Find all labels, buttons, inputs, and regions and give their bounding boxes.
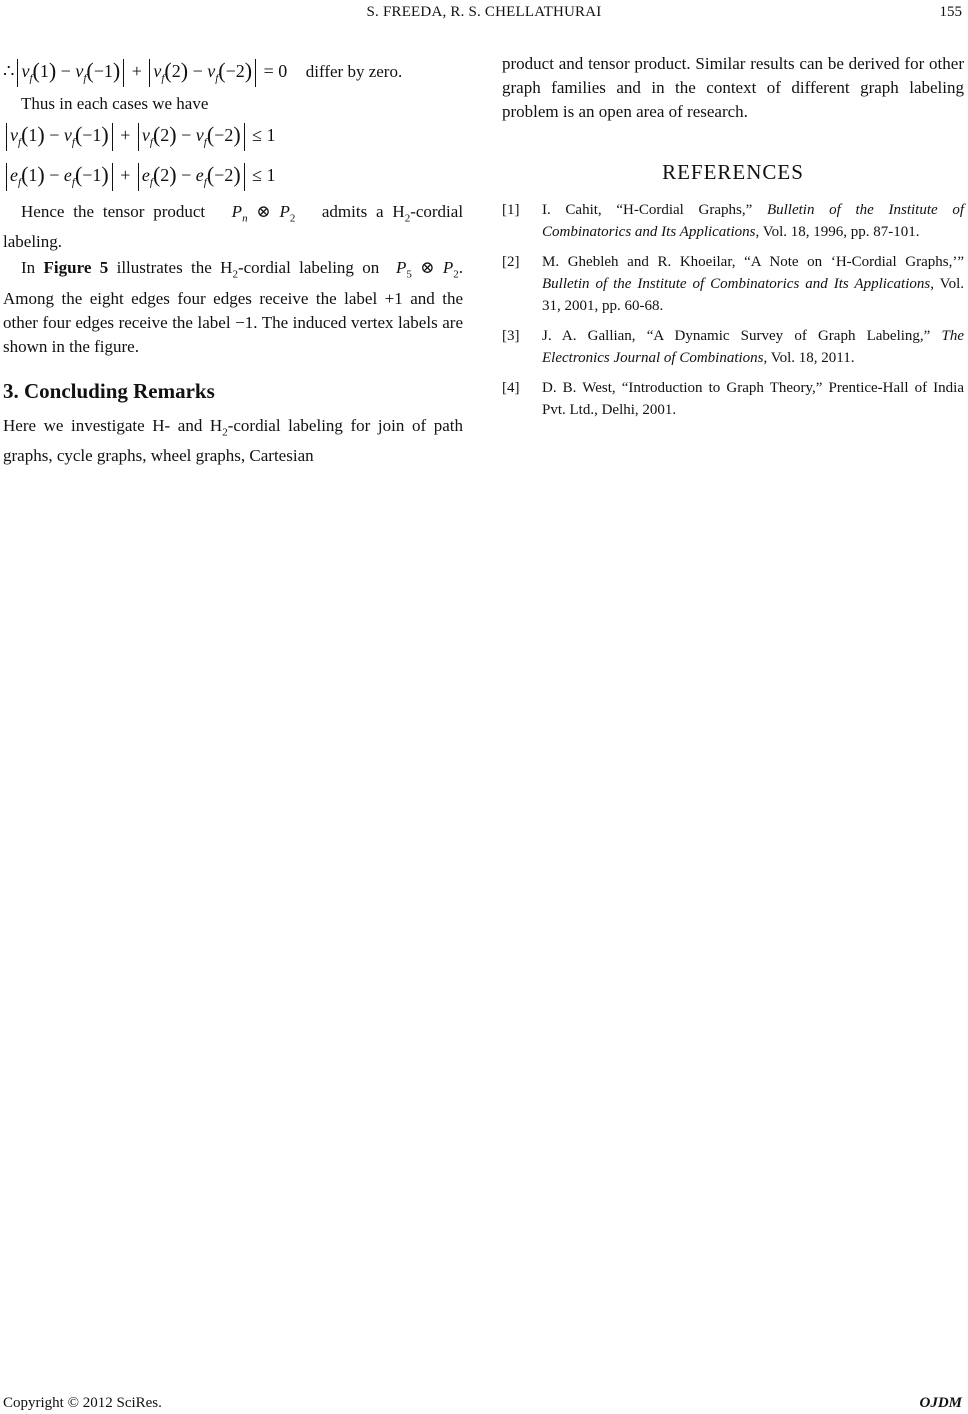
left-column — [3, 52, 463, 468]
section-heading: 3. Concluding Remarks — [3, 378, 215, 403]
page-number: 155 — [939, 4, 962, 20]
equation-2: $v_f(1) - v_f(-1) + v_f(2) - v_f(-2) \le 1$ — [3, 118, 463, 152]
reference-item: [3] J. A. Gallian, “A Dynamic Survey of Graph Labeling,” The Electronics Journal of Combinations, Vol. 18, 2011. — [502, 328, 964, 366]
running-head: S. FREEDA, R. S. CHELLATHURAI — [366, 4, 602, 20]
equation-1: ∴ $v_f(1) - v_f(-1) + v_f(2) - v_f(-2) = 0$ differ by zero. — [3, 54, 463, 88]
p5-tensor-p2-math: $P_5$ ⊗ $P_2$ — [396, 258, 459, 281]
equation-1-tail: differ by zero. — [305, 62, 403, 81]
continuation-paragraph: product and tensor product. Similar results can be derived for other graph families and in the context of different graph labeling problem is an open area of research. — [502, 54, 964, 121]
tensor-product-math: $P_n$ ⊗ $P_2$ — [231, 202, 296, 225]
reference-item: [4] D. B. West, “Introduction to Graph Theory,” Prentice-Hall of India Pvt. Ltd., Delhi, 2001. — [502, 380, 964, 418]
reference-item: [1] I. Cahit, “H-Cordial Graphs,” Bulletin of the Institute of Combinatorics and Its Applications, Vol. 18, 1996, pp. 87-101. — [502, 202, 965, 240]
reference-list — [502, 199, 964, 421]
figure-reference: Figure 5 — [43, 258, 109, 278]
references-title: REFERENCES — [662, 160, 804, 184]
thus-paragraph: Thus in each cases we have — [21, 94, 209, 113]
equation-3: $e_f(1) - e_f(-1) + e_f(2) - e_f(-2) \le 1$ — [3, 158, 463, 192]
concluding-paragraph: Here we investigate H- and $H_2$-cordial labeling for join of path graphs, cycle graphs, wheel graphs, Cartesian — [3, 415, 463, 466]
hence-paragraph: Hence the tensor product $P_n$ ⊗ $P_2$ admits a $H_2$-cordial labeling. — [3, 202, 464, 252]
reference-item: [2] M. Ghebleh and R. Khoeilar, “A Note on ‘H-Cordial Graphs,’” Bulletin of the Institute of Combinatorics and Its Applications, Vol. 31, 2001, pp. 60-68. — [502, 254, 964, 314]
copyright-footer: Copyright © 2012 SciRes. — [3, 1395, 162, 1411]
right-column — [502, 52, 964, 429]
journal-footer: OJDM — [919, 1395, 962, 1411]
figure-paragraph: In Figure 5 illustrates the $H_2$-cordial labeling on $P_5$ ⊗ $P_2$. Among the eight edges four edges receive the label +1 and the other four edges receive the label −1. The induced vertex labels are shown in the figure. — [3, 258, 464, 356]
